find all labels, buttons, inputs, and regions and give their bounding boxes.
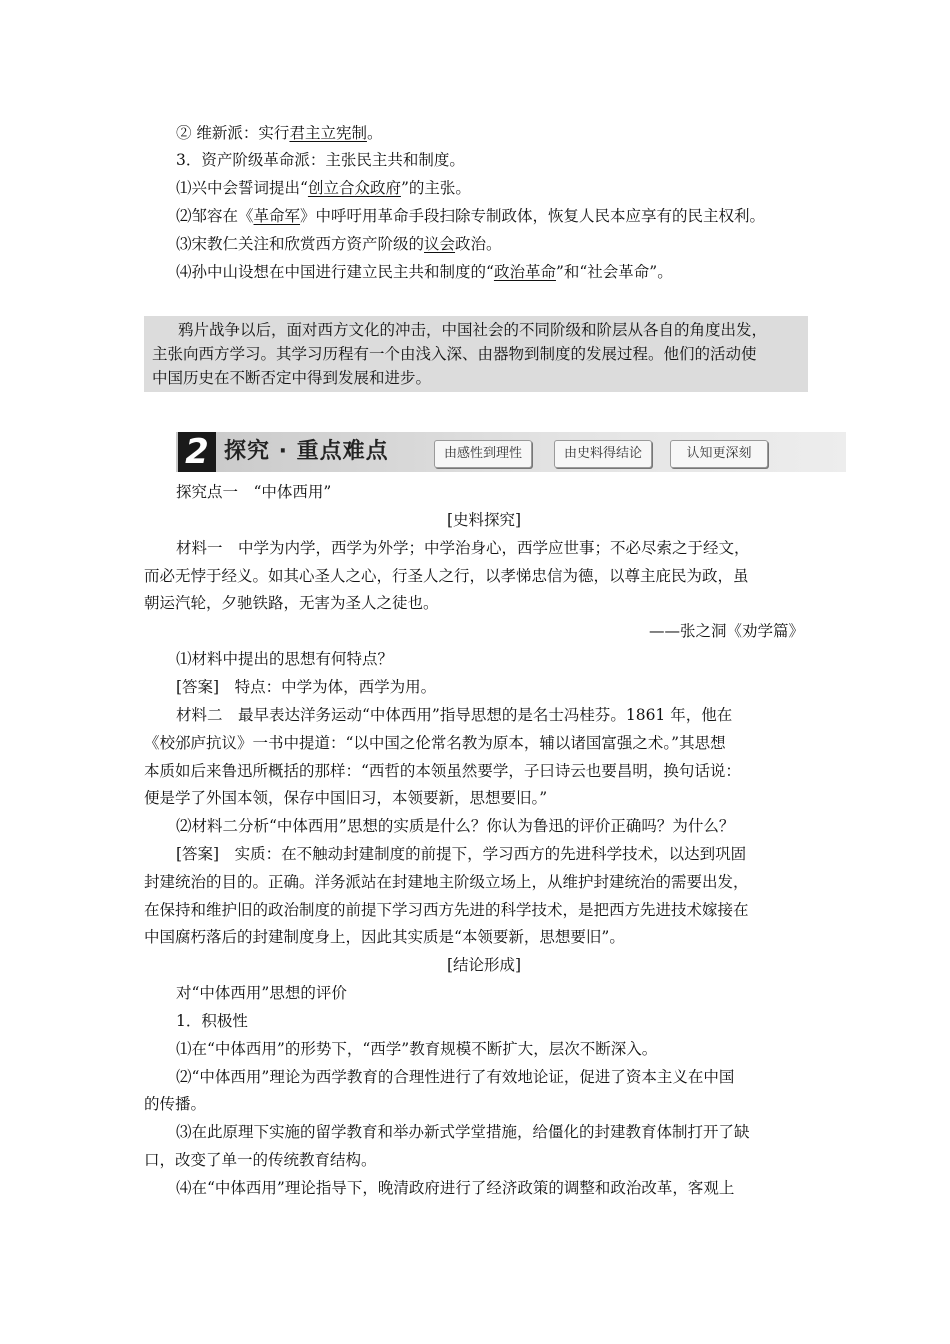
underlined-term: 创立合众政府 <box>307 179 401 197</box>
tag-pill: 由史料得结论 <box>554 440 652 468</box>
material-1-source: ——张之洞《劝学篇》 <box>648 622 804 640</box>
explore-point-title: 探究点一 “中体西用” <box>176 483 332 501</box>
text: ② 维新派：实行 <box>176 124 290 142</box>
underlined-term: 君主立宪制 <box>289 124 367 142</box>
positive-point-4: ⑷在“中体西用”理论指导下，晚清政府进行了经济政策的调整和政治改革，客观上 <box>176 1179 735 1197</box>
answer-1: [答案] 特点：中学为体，西学为用。 <box>176 678 437 696</box>
answer-2-line: 中国腐朽落后的封建制度身上，因此其实质是“本领要新，思想要旧”。 <box>144 928 625 946</box>
positive-point-2-cont: 的传播。 <box>144 1095 207 1113</box>
sub-item-1 <box>176 177 856 199</box>
material-2-line: 本质如后来鲁迅所概括的那样：“西哲的本领虽然要学，子曰诗云也要昌明，换句话说： <box>144 762 741 780</box>
evaluation-title: 对“中体西用”思想的评价 <box>176 984 347 1002</box>
sub-item-3 <box>176 233 856 255</box>
question-1: ⑴材料中提出的思想有何特点？ <box>176 650 394 668</box>
text: ⑶宋教仁关注和欣赏西方资产阶级的 <box>176 235 425 253</box>
summary-line: 中国历史在不断否定中得到发展和进步。 <box>152 369 432 387</box>
positive-point-2: ⑵“中体西用”理论为西学教育的合理性进行了有效地论证，促进了资本主义在中国 <box>176 1068 735 1086</box>
item-revolutionaries: 3．资产阶级革命派：主张民主共和制度。 <box>176 151 465 169</box>
section-title: 探究 · 重点难点 <box>224 439 389 464</box>
material-2-line: 《校邠庐抗议》一书中提道：“以中国之伦常名教为原本，辅以诸国富强之术。”其思想 <box>144 734 726 752</box>
conclusion-label: [结论形成] <box>446 956 522 974</box>
text: 》中呼吁用革命手段扫除专制政体，恢复人民本应享有的民主权利。 <box>300 207 766 225</box>
text: ⑴兴中会誓词提出“ <box>176 179 308 197</box>
material-1-line: 朝运汽轮，夕驰铁路，无害为圣人之徒也。 <box>144 594 439 612</box>
text: 政治。 <box>455 235 502 253</box>
tag-pill: 认知更深刻 <box>670 440 768 468</box>
underlined-term: 议会 <box>424 235 456 253</box>
section-number-badge: 2 <box>178 432 216 472</box>
summary-line: 鸦片战争以后，面对西方文化的冲击，中国社会的不同阶级和阶层从各自的角度出发， <box>178 321 768 339</box>
positive-point-3-cont: 口，改变了单一的传统教育结构。 <box>144 1151 377 1169</box>
summary-line: 主张向西方学习。其学习历程有一个由浅入深、由器物到制度的发展过程。他们的活动使 <box>152 345 757 363</box>
underlined-term: 革命军 <box>253 207 301 225</box>
tag-pill: 由感性到理性 <box>434 440 532 468</box>
positive-point-3: ⑶在此原理下实施的留学教育和举办新式学堂措施，给僵化的封建教育体制打开了缺 <box>176 1123 750 1141</box>
text: ⑷孙中山设想在中国进行建立民主共和制度的“ <box>176 263 494 281</box>
material-1-line: 材料一 中学为内学，西学为外学；中学治身心，西学应世事；不必尽索之于经文， <box>176 539 750 557</box>
answer-2-line: [答案] 实质：在不触动封建制度的前提下，学习西方的先进科学技术，以达到巩固 <box>176 845 747 863</box>
sub-item-4 <box>176 261 856 283</box>
text: 。 <box>366 124 383 142</box>
material-2-line: 便是学了外国本领，保存中国旧习，本领要新，思想要旧。” <box>144 789 548 807</box>
positive-point-1: ⑴在“中体西用”的形势下，“西学”教育规模不断扩大，层次不断深入。 <box>176 1040 658 1058</box>
answer-2-line: 在保持和维护旧的政治制度的前提下学习西方先进的科学技术，是把西方先进技术嫁接在 <box>144 901 749 919</box>
text: ”和“社会革命”。 <box>555 263 673 281</box>
summary-box <box>144 316 808 392</box>
answer-2-line: 封建统治的目的。正确。洋务派站在封建地主阶级立场上，从维护封建统治的需要出发， <box>144 873 749 891</box>
question-2: ⑵材料二分析“中体西用”思想的实质是什么？你认为鲁迅的评价正确吗？为什么？ <box>176 817 735 835</box>
material-2-line: 材料二 最早表达洋务运动“中体西用”指导思想的是名士冯桂芬。1861 年，他在 <box>176 706 733 724</box>
underlined-term: 政治革命 <box>493 263 556 281</box>
text: ”的主张。 <box>400 179 471 197</box>
material-1-line: 而必无悖于经义。如其心圣人之心，行圣人之行，以孝悌忠信为德，以尊主庇民为政，虽 <box>144 567 749 585</box>
positive-heading: 1．积极性 <box>176 1012 248 1030</box>
text: ⑵邹容在《 <box>176 207 254 225</box>
sub-item-2 <box>176 205 856 227</box>
section-banner <box>176 432 846 472</box>
item-reformists <box>176 122 856 144</box>
section-label: [史料探究] <box>446 511 522 529</box>
